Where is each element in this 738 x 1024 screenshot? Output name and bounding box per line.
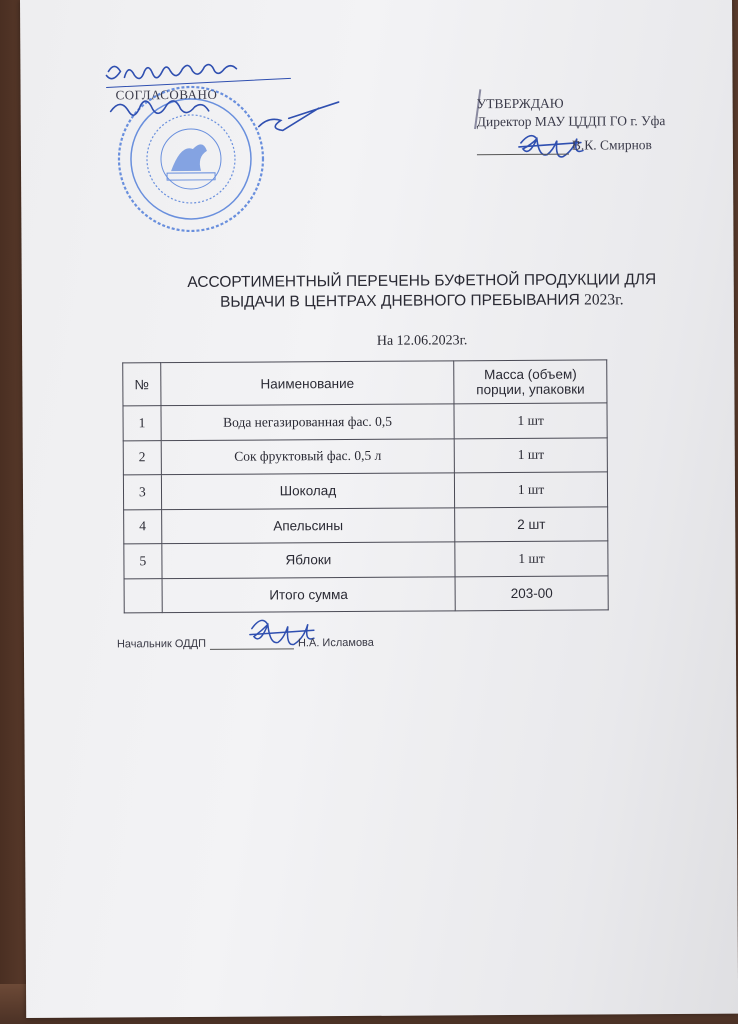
header-mass-line-1: Масса (объем) xyxy=(484,366,577,383)
row-number: 2 xyxy=(123,440,161,475)
row-mass: 2 шт xyxy=(455,506,608,541)
row-number: 3 xyxy=(123,475,161,510)
table-row xyxy=(124,541,608,578)
row-name: Вода негазированная фас. 0,5 xyxy=(161,404,455,440)
chief-signature-row xyxy=(117,637,374,651)
handwritten-agreed xyxy=(106,64,338,132)
row-mass: 1 шт xyxy=(455,541,608,576)
row-name: Шоколад xyxy=(161,473,455,509)
table-row xyxy=(123,472,607,509)
approval-name: В.К. Смирнов xyxy=(571,137,652,153)
total-value: 203-00 xyxy=(455,575,608,610)
table-row xyxy=(123,437,607,474)
row-number: 5 xyxy=(124,544,162,579)
chief-name: Н.А. Исламова xyxy=(297,636,374,650)
table-row xyxy=(123,403,607,440)
header-name: Наименование xyxy=(160,361,454,406)
agreed-label: СОГЛАСОВАНО xyxy=(115,86,218,103)
row-name: Яблоки xyxy=(162,542,456,578)
row-name: Сок фруктовый фас. 0,5 л xyxy=(161,438,455,474)
total-label: Итого сумма xyxy=(162,576,456,612)
title-line-1: АССОРТИМЕНТНЫЙ ПЕРЕЧЕНЬ БУФЕТНОЙ ПРОДУКЦИИ ДЛЯ xyxy=(187,271,657,291)
row-mass: 1 шт xyxy=(454,437,607,472)
approval-position: Директор МАУ ЦДДП ГО г. Уфа xyxy=(476,113,666,130)
header-mass-line-2: порции, упаковки xyxy=(476,381,585,398)
title-line-2: ВЫДАЧИ В ЦЕНТРАХ ДНЕВНОГО ПРЕБЫВАНИЯ xyxy=(220,291,580,311)
document-title xyxy=(142,270,702,313)
row-name: Апельсины xyxy=(161,507,455,543)
header-mass xyxy=(454,360,607,404)
approval-label: УТВЕРЖДАЮ xyxy=(476,95,564,112)
title-line-2-row xyxy=(142,290,702,313)
document-page xyxy=(20,0,738,1018)
row-mass: 1 шт xyxy=(455,472,608,507)
table-row xyxy=(124,506,608,543)
approval-block xyxy=(477,94,666,155)
approval-signature-row xyxy=(477,136,666,155)
table-total-row xyxy=(124,575,608,612)
total-empty-cell xyxy=(124,578,162,613)
products-table xyxy=(122,359,609,613)
row-number: 4 xyxy=(124,509,162,544)
row-number: 1 xyxy=(123,406,161,441)
table-header-row xyxy=(123,360,607,406)
header-number: № xyxy=(123,363,161,406)
title-year: 2023г. xyxy=(584,291,624,309)
chief-position: Начальник ОДДП xyxy=(116,637,207,651)
row-mass: 1 шт xyxy=(454,403,607,438)
document-date: На 12.06.2023г. xyxy=(376,333,468,349)
